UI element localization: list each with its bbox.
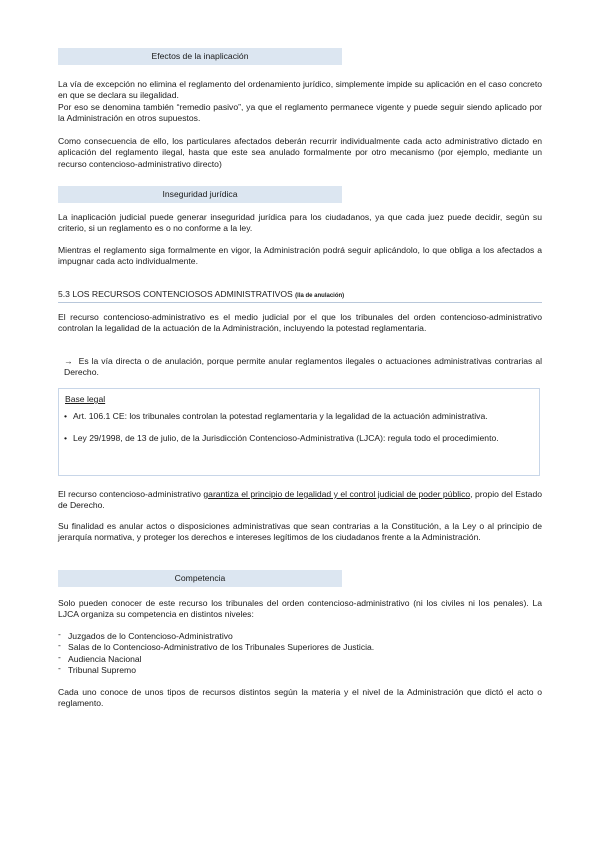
list-item: - Juzgados de lo Contencioso-Administrativo xyxy=(58,631,542,642)
arrow-icon: → xyxy=(64,356,73,366)
heading-efectos: Efectos de la inaplicación xyxy=(58,48,342,65)
efectos-p1b: Por eso se denomina también “remedio pasivo”, ya que el reglamento permanece vigente y puede seguir siendo aplicado por la Administración en otros supuestos. xyxy=(58,101,542,124)
inseguridad-paragraph-2: Mientras el reglamento siga formalmente en vigor, la Administración podrá seguir aplicándolo, lo que obliga a los afectados a impugnar cada acto individualmente. xyxy=(58,245,542,267)
heading-competencia: Competencia xyxy=(58,570,342,587)
competencia-paragraph-1: Solo pueden conocer de este recurso los tribunales del orden contencioso-administrativo (ni los civiles ni los penales). La LJCA organiza su competencia en distintos niveles: xyxy=(58,598,542,620)
p3-pre: El recurso contencioso-administrativo xyxy=(58,489,204,499)
list-item: - Tribunal Supremo xyxy=(58,665,542,676)
recursos-paragraph-4: Su finalidad es anular actos o disposiciones administrativas que sean contrarias a la Constitución, a la Ley o al principio de jerarquía normativa, y proteger los derechos e intereses legítimos de los ciudadanos frente a la Administración. xyxy=(58,521,542,543)
efectos-paragraph-1 xyxy=(58,79,542,125)
recursos-paragraph-3 xyxy=(58,489,542,512)
section-heading-text: 5.3 LOS RECURSOS CONTENCIOSOS ADMINISTRATIVOS xyxy=(58,289,293,299)
efectos-p1a: La vía de excepción no elimina el reglamento del ordenamiento jurídico, simplemente impide su aplicación en el caso concreto en que se declara su ilegalidad. xyxy=(58,79,542,101)
base-legal-list xyxy=(63,411,533,456)
base-legal-box xyxy=(58,388,540,476)
p3-underlined: garantiza el principio de legalidad y el control judicial de poder público xyxy=(203,489,471,499)
competencia-levels-list xyxy=(58,631,542,677)
recursos-paragraph-2 xyxy=(58,356,542,379)
list-item: • Ley 29/1998, de 13 de julio, de la Jurisdicción Contencioso-Administrativa (LJCA): regula todo el procedimiento. xyxy=(63,433,533,444)
p3-post: , propio del Estado de Derecho. xyxy=(58,489,542,511)
section-heading-note: (lla de anulación) xyxy=(295,293,345,299)
section-heading-5-3 xyxy=(58,288,542,303)
list-item: • Art. 106.1 CE: los tribunales controlan la potestad reglamentaria y la legalidad de la actuación administrativa. xyxy=(63,411,533,422)
recursos-paragraph-1: El recurso contencioso-administrativo es el medio judicial por el que los tribunales del orden contencioso-administrativo controlan la legalidad de la actuación de la Administración, incluyendo la potestad reglamentaria. xyxy=(58,312,542,334)
list-item: - Audiencia Nacional xyxy=(58,654,542,665)
recursos-p2-text: Es la vía directa o de anulación, porque permite anular reglamentos ilegales o actuaciones administrativas contrarias al Derecho. xyxy=(64,356,543,378)
competencia-paragraph-2: Cada uno conoce de unos tipos de recursos distintos según la materia y el nivel de la Administración que dictó el acto o reglamento. xyxy=(58,687,542,709)
inseguridad-paragraph-1: La inaplicación judicial puede generar inseguridad jurídica para los ciudadanos, ya que cada juez puede decidir, según su criterio, si un reglamento es o no conforme a la ley. xyxy=(58,212,542,234)
heading-inseguridad: Inseguridad jurídica xyxy=(58,186,342,203)
base-legal-title: Base legal xyxy=(65,394,106,404)
efectos-paragraph-2: Como consecuencia de ello, los particulares afectados deberán recurrir individualmente cada acto administrativo dictado en aplicación del reglamento ilegal, hasta que este sea anulado formalmente por otro mecanismo (por ejemplo, mediante un recurso contencioso-administrativo directo) xyxy=(58,136,542,169)
list-item: - Salas de lo Contencioso-Administrativo de los Tribunales Superiores de Justicia. xyxy=(58,642,542,653)
